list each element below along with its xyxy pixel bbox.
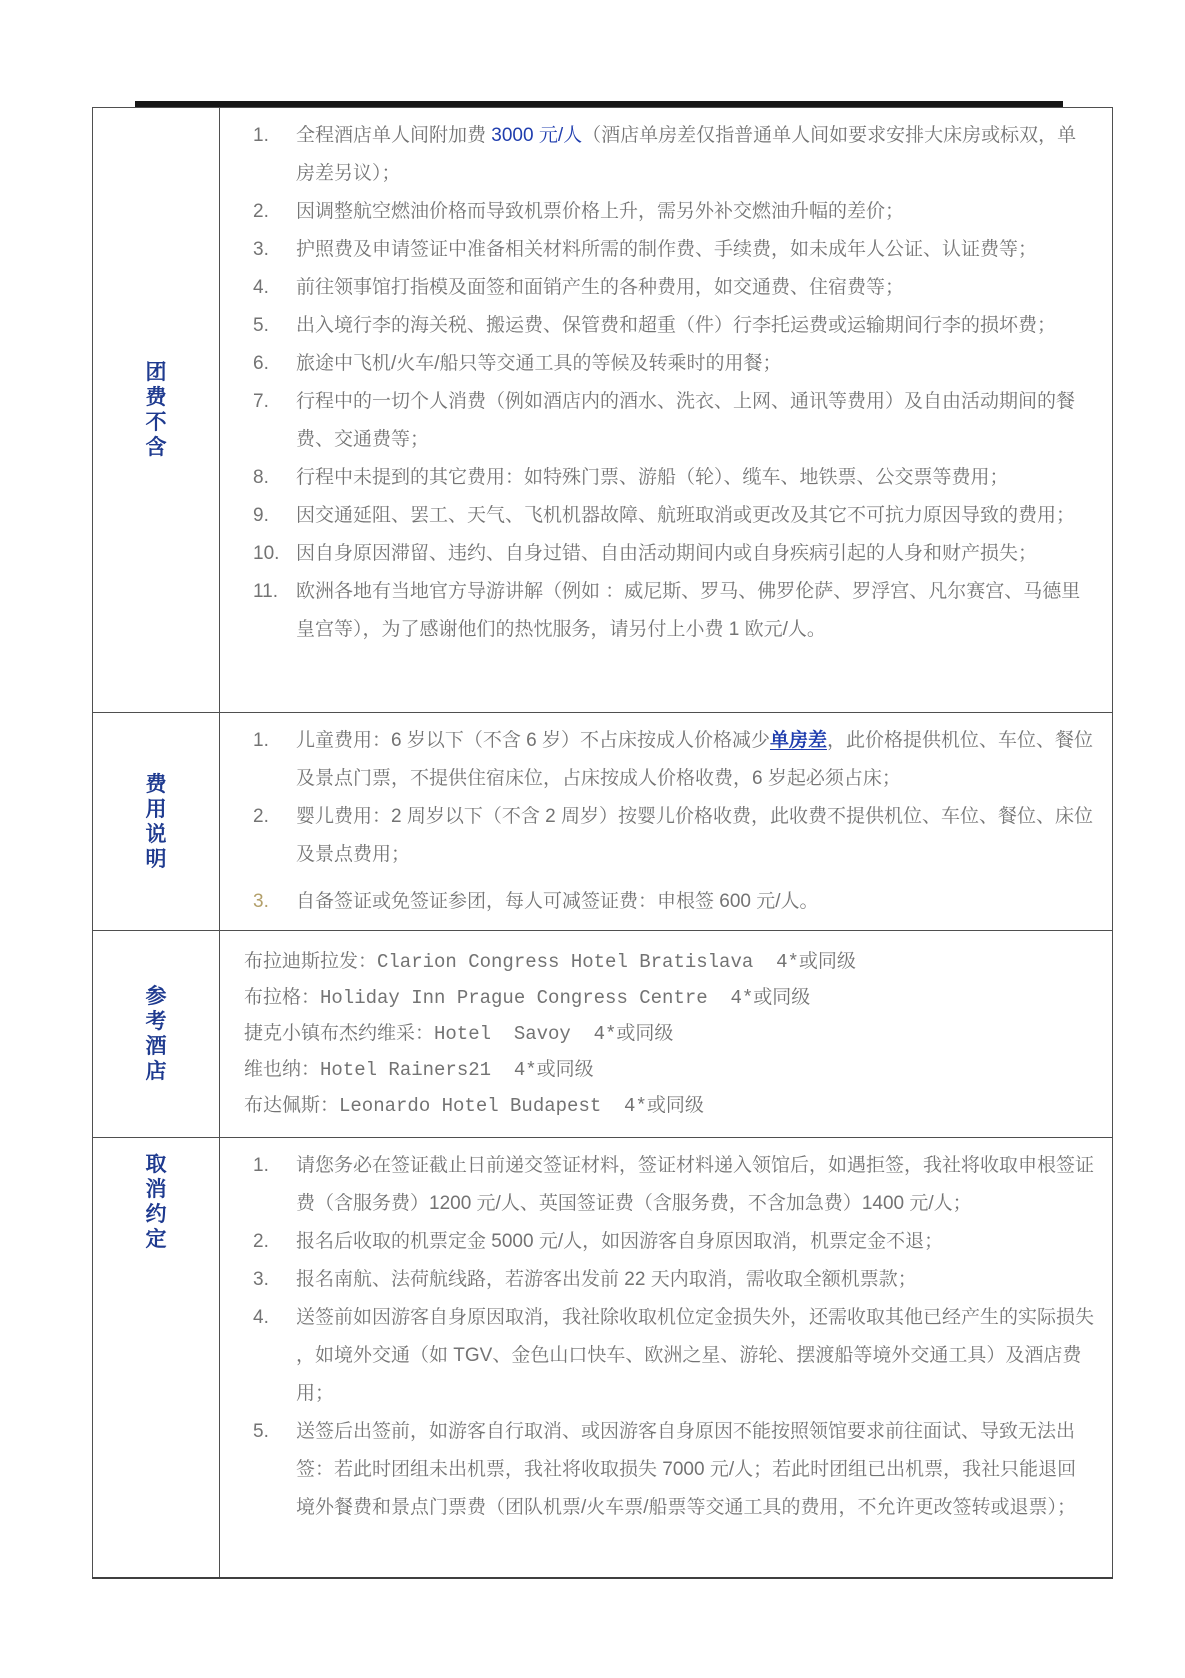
item-number: 3. [253,239,269,260]
item-number: 5. [253,1421,269,1442]
vertical-section-title: 取 消 约 定 [145,1153,167,1251]
item-number: 9. [253,505,269,526]
body-text: 自备签证或免签证参团，每人可减签证费：申根签 600 元/人。 [296,891,819,912]
item-text [296,345,1094,383]
body-text: 报名南航、法荷航线路，若游客出发前 22 天内取消，需收取全额机票款； [296,1269,917,1290]
page-top-rule [135,101,1063,107]
accent-text: 单房差 [769,730,827,751]
item-text [296,1223,1094,1261]
vertical-section-title: 团 费 不 含 [145,361,167,459]
body-text: 报名后收取的机票定金 5000 元/人，如因游客自身原因取消，机票定金不退； [296,1231,944,1252]
accent-text: 3000 元/人 [491,125,583,146]
item-text [296,459,1094,497]
item-text [296,722,1094,798]
item-number: 3. [253,1269,269,1290]
list-item [253,1413,1094,1527]
body-text: 旅途中飞机/火车/船只等交通工具的等候及转乘时的用餐； [296,353,782,374]
item-number: 3. [253,891,269,912]
item-text [296,269,1094,307]
item-number: 5. [253,315,269,336]
body-text: 请您务必在签证截止日前递交签证材料，签证材料递入领馆后，如遇拒签，我社将收取申根签证费（含服务费）1200 元/人、英国签证费（含服务费，不含加急费）1400 元/人； [296,1155,1095,1214]
row-label-fee-notes [93,713,220,931]
body-text: 前往领事馆打指模及面签和面销产生的各种费用，如交通费、住宿费等； [296,277,905,298]
item-text [296,573,1094,649]
list-item [253,345,1094,383]
row-content-cancellation-terms [220,1138,1113,1578]
body-text: 因调整航空燃油价格而导致机票价格上升，需另外补交燃油升幅的差价； [296,201,905,222]
item-text [296,497,1094,535]
item-number: 1. [253,1155,269,1176]
item-number: 4. [253,1307,269,1328]
list-item [253,1223,1094,1261]
body-text: （酒店单房差仅指普通单人间如要求安排大床房或标双，单房差另议）； [296,125,1077,184]
item-text [296,307,1094,345]
itinerary-terms-table [92,107,1113,1579]
item-text [296,883,1094,921]
table-row-fee-notes [93,713,1113,931]
body-text: 送签前如因游客自身原因取消，我社除收取机位定金损失外，还需收取其他已经产生的实际损失 ，如境外交通（如 TGV、金色山口快车、欧洲之星、游轮、摆渡船等境外交通工具）及酒店费用； [296,1307,1100,1404]
body-text: 因交通延阻、罢工、天气、飞机机器故障、航班取消或更改及其它不可抗力原因导致的费用； [296,505,1076,526]
item-number: 1. [253,125,269,146]
list-item [253,269,1094,307]
list-item [253,383,1094,459]
hotel-line: 布拉格：Holiday Inn Prague Congress Centre 4*或同级 [244,987,811,1009]
list-item [253,497,1094,535]
item-number: 2. [253,201,269,222]
item-number: 6. [253,353,269,374]
list-item [253,573,1094,649]
list-item [253,307,1094,345]
table-row-reference-hotels [93,931,1113,1138]
list-item [253,1147,1094,1223]
item-number: 10. [253,543,280,564]
item-text [296,117,1094,193]
list-item [253,1299,1100,1413]
hotel-line: 布拉迪斯拉发：Clarion Congress Hotel Bratislava 4*或同级 [244,951,856,973]
item-text [296,1299,1100,1413]
body-text: 儿童费用：6 岁以下（不含 6 岁）不占床按成人价格减少 [296,730,770,751]
body-text: 出入境行李的海关税、搬运费、保管费和超重（件）行李托运费或运输期间行李的损坏费； [296,315,1057,336]
vertical-section-title: 费 用 说 明 [145,772,167,871]
vertical-section-title: 参 考 酒 店 [145,985,167,1083]
item-number: 8. [253,467,269,488]
body-text: 因自身原因滞留、违约、自身过错、自由活动期间内或自身疾病引起的人身和财产损失； [296,543,1038,564]
body-text: 送签后出签前，如游客自行取消、或因游客自身原因不能按照领馆要求前往面试、导致无法出签：若此时团组未出机票，我社将收取损失 7000 元/人；若此时团组已出机票，我社只能退回境外餐费和景点门票费（团队机票/火车票/船票等交通工具的费用，不允许更改签转或退票）； [296,1421,1077,1518]
row-content-reference-hotels [220,931,1113,1138]
item-text [296,231,1094,269]
item-text [296,1147,1094,1223]
item-text [296,1261,1094,1299]
row-content-fee-notes [220,713,1113,931]
body-text: ，此价格提供机位、车位、餐位及景点门票，不提供住宿床位，占床按成人价格收费，6 岁起必须占床； [296,730,1094,789]
item-text [296,535,1094,573]
list-item [253,883,1094,921]
hotel-line: 维也纳：Hotel Rainers21 4*或同级 [244,1059,594,1081]
body-text: 欧洲各地有当地官方导游讲解（例如 ：威尼斯、罗马、佛罗伦萨、罗浮宫、凡尔赛宫、马德里皇宫等），为了感谢他们的热忱服务，请另付上小费 1 欧元/人。 [296,581,1081,640]
item-number: 2. [253,806,269,827]
body-text: 行程中的一切个人消费（例如酒店内的酒水、洗衣、上网、通讯等费用）及自由活动期间的餐费、交通费等； [296,391,1076,450]
list-item [253,798,1094,874]
body-text: 行程中未提到的其它费用：如特殊门票、游船（轮）、缆车、地铁票、公交票等费用； [296,467,1009,488]
list-item [253,535,1094,573]
item-number: 1. [253,730,269,751]
list-item [253,1261,1094,1299]
body-text: 婴儿费用：2 周岁以下（不含 2 周岁）按婴儿价格收费，此收费不提供机位、车位、餐位、床位及景点费用； [296,806,1093,865]
item-text [296,383,1094,459]
row-label-cancellation-terms [93,1138,220,1578]
list-item [253,722,1094,798]
body-text: 护照费及申请签证中准备相关材料所需的制作费、手续费，如未成年人公证、认证费等； [296,239,1038,260]
item-text [296,193,1094,231]
hotel-line: 布达佩斯：Leonardo Hotel Budapest 4*或同级 [244,1095,704,1117]
row-label-reference-hotels [93,931,220,1138]
item-text [296,798,1094,874]
item-text [296,1413,1094,1527]
row-label-fees-excluded [93,108,220,713]
item-number: 4. [253,277,269,298]
row-content-fees-excluded [220,108,1113,713]
item-number: 2. [253,1231,269,1252]
list-item [253,231,1094,269]
table-row-cancellation-terms [93,1138,1113,1578]
hotel-line: 捷克小镇布杰约维采：Hotel Savoy 4*或同级 [244,1023,674,1045]
table-row-fees-excluded [93,108,1113,713]
list-item [253,117,1094,193]
list-item [253,459,1094,497]
item-number: 11. [253,581,279,602]
body-text: 全程酒店单人间附加费 [296,125,492,146]
list-item [253,193,1094,231]
item-number: 7. [253,391,269,412]
